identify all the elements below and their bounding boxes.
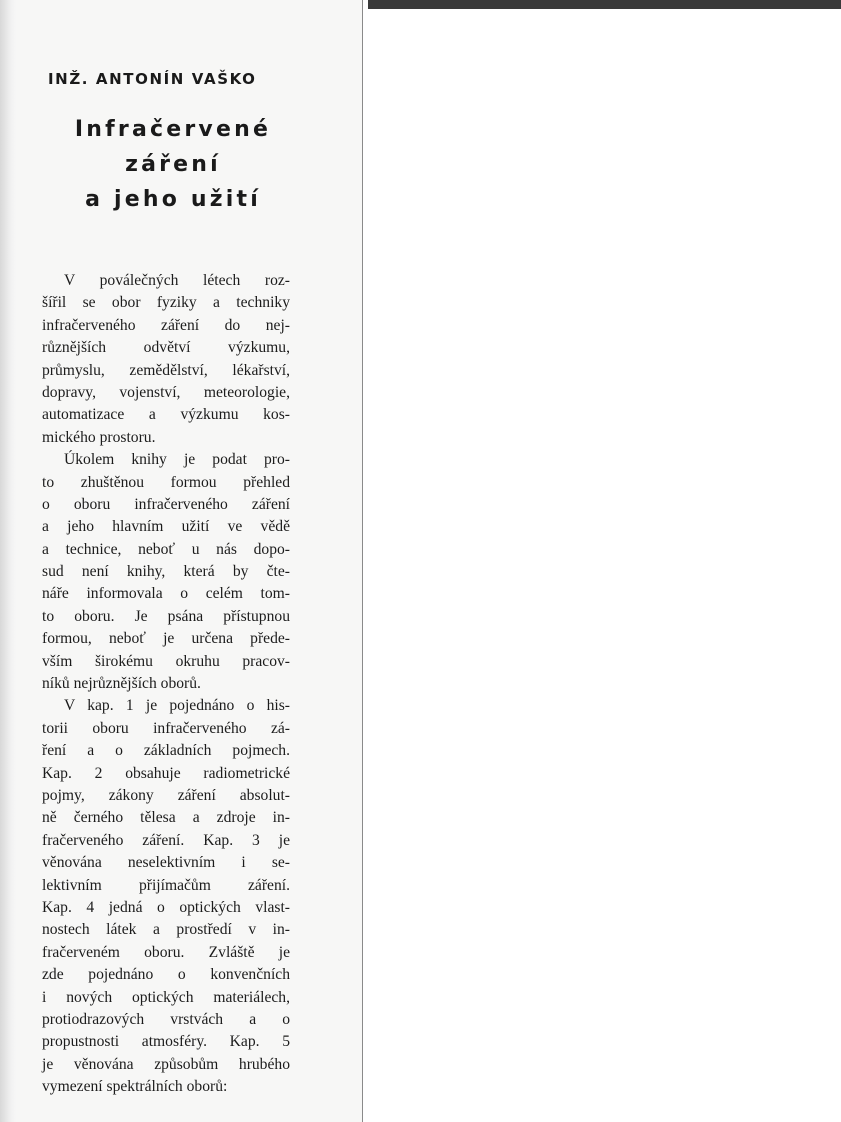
text-line: vymezení spektrálních oborů: — [42, 1078, 228, 1096]
text-line: níků nejrůznějších oborů. — [42, 675, 201, 693]
title-line: Infračervené — [74, 117, 272, 142]
right-page-blank — [363, 0, 841, 1122]
text-line: a technice, neboť u nás dopo- — [42, 540, 290, 558]
paragraph — [42, 449, 290, 695]
title-line: a jeho užití — [85, 187, 261, 212]
text-line: infračerveného záření do nej- — [42, 316, 290, 334]
text-line: to zhuštěnou formou přehled — [42, 473, 290, 491]
text-line: ně černého tělesa a zdroje in- — [42, 809, 290, 827]
text-line: propustnosti atmosféry. Kap. 5 — [42, 1033, 290, 1051]
text-line: pojmy, zákony záření absolut- — [42, 786, 290, 804]
text-line: fračerveného záření. Kap. 3 je — [42, 831, 290, 849]
text-line: to oboru. Je psána přístupnou — [42, 607, 290, 625]
text-line: věnována neselektivním i se- — [42, 854, 290, 872]
text-line: fračerveném oboru. Zvláště je — [42, 943, 290, 961]
text-line: protiodrazových vrstvách a o — [42, 1010, 290, 1028]
text-line: vším širokému okruhu pracov- — [42, 652, 290, 670]
text-line: je věnována způsobům hrubého — [42, 1055, 290, 1073]
blurb-text — [42, 270, 290, 1098]
text-line: mického prostoru. — [42, 428, 156, 446]
text-line: náře informovala o celém tom- — [42, 585, 290, 603]
book-title — [40, 112, 306, 217]
text-line: lektivním přijímačům záření. — [42, 876, 290, 894]
spine-shadow — [0, 0, 16, 1122]
text-line: Kap. 4 jedná o optických vlast- — [42, 898, 290, 916]
text-line: V kap. 1 je pojednáno o his- — [64, 697, 290, 715]
page-top-edge — [368, 0, 841, 9]
text-line: nostech látek a prostředí v in- — [42, 921, 290, 939]
text-line: dopravy, vojenství, meteorologie, — [42, 383, 290, 401]
text-line: různějších odvětví výzkumu, — [42, 339, 290, 357]
text-line: o oboru infračerveného záření — [42, 495, 290, 513]
text-line: V poválečných létech roz- — [64, 272, 290, 289]
author-name: INŽ. ANTONÍN VAŠKO — [48, 70, 257, 88]
text-line: ření a o základních pojmech. — [42, 742, 290, 760]
text-line: i nových optických materiálech, — [42, 988, 290, 1006]
text-line: automatizace a výzkumu kos- — [42, 406, 290, 424]
text-line: průmyslu, zemědělství, lékařství, — [42, 361, 290, 379]
text-line: šířil se obor fyziky a techniky — [42, 294, 290, 312]
paragraph — [42, 270, 290, 449]
text-line: zde pojednáno o konvenčních — [42, 966, 290, 984]
text-line: sud není knihy, která by čte- — [42, 563, 290, 581]
text-line: a jeho hlavním užití ve vědě — [42, 518, 290, 536]
text-line: Kap. 2 obsahuje radiometrické — [42, 764, 290, 782]
title-line: záření — [125, 152, 221, 177]
text-line: Úkolem knihy je podat pro- — [64, 451, 290, 469]
paragraph — [42, 695, 290, 1098]
text-line: torii oboru infračerveného zá- — [42, 719, 290, 737]
text-line: formou, neboť je určena přede- — [42, 630, 290, 648]
